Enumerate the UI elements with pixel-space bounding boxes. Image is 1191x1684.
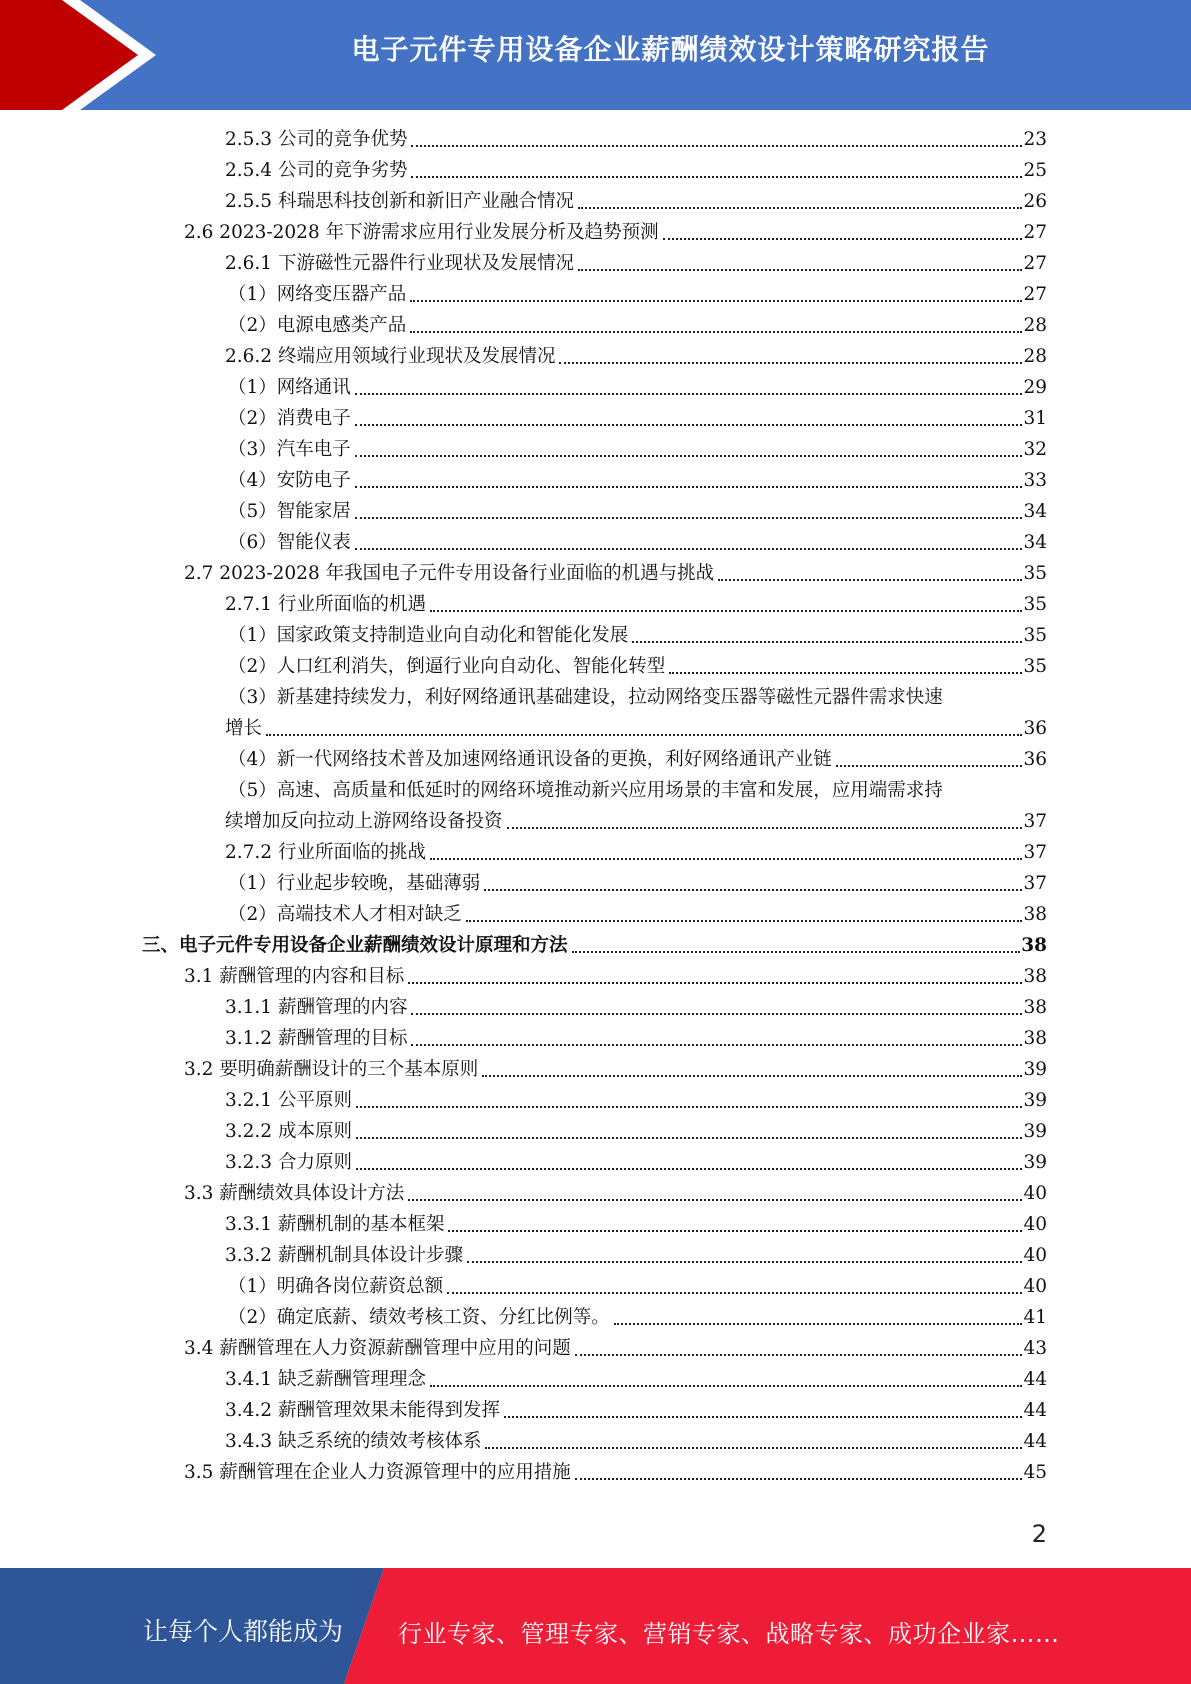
toc-entry-label: 增长 bbox=[225, 718, 263, 739]
toc-entry[interactable] bbox=[225, 1429, 1047, 1455]
toc-entry-label: 3.2.1 公平原则 bbox=[225, 1090, 352, 1111]
toc-entry[interactable] bbox=[225, 809, 1047, 835]
toc-entry-page: 35 bbox=[1023, 594, 1047, 615]
toc-entry[interactable] bbox=[228, 406, 1047, 432]
toc-entry-label: 3.4.2 薪酬管理效果未能得到发挥 bbox=[225, 1400, 500, 1421]
toc-leader bbox=[507, 827, 1023, 829]
toc-entry-label: （4）新一代网络技术普及加速网络通讯设备的更换，利好网络通讯产业链 bbox=[228, 749, 832, 770]
toc-leader bbox=[447, 1292, 1022, 1294]
toc-entry-line1[interactable] bbox=[228, 685, 1047, 711]
toc-entry-label: 2.7 2023-2028 年我国电子元件专用设备行业面临的机遇与挑战 bbox=[184, 563, 715, 584]
toc-entry-page: 44 bbox=[1023, 1400, 1047, 1421]
toc-entry[interactable] bbox=[225, 840, 1047, 866]
toc-entry-label: （6）智能仪表 bbox=[228, 532, 351, 553]
toc-leader bbox=[430, 1385, 1022, 1387]
toc-leader bbox=[356, 1106, 1023, 1108]
toc-entry[interactable] bbox=[184, 964, 1047, 990]
toc-entry-label: 2.5.5 科瑞思科技创新和新旧产业融合情况 bbox=[225, 191, 574, 212]
toc-entry-label: 3.1.1 薪酬管理的内容 bbox=[225, 997, 408, 1018]
toc-entry[interactable] bbox=[225, 1212, 1047, 1238]
toc-leader bbox=[485, 1447, 1022, 1449]
toc-entry-page: 44 bbox=[1023, 1431, 1047, 1452]
toc-entry[interactable] bbox=[184, 561, 1047, 587]
toc-leader bbox=[411, 1044, 1022, 1046]
toc-entry-page: 29 bbox=[1023, 377, 1047, 398]
toc-leader bbox=[411, 145, 1022, 147]
toc-leader bbox=[632, 641, 1022, 643]
toc-entry[interactable] bbox=[225, 1026, 1047, 1052]
toc-leader bbox=[575, 1354, 1023, 1356]
toc-leader bbox=[614, 1323, 1023, 1325]
toc-entry-label: 2.7.1 行业所面临的机遇 bbox=[225, 594, 426, 615]
toc-entry-label: 2.5.4 公司的竞争劣势 bbox=[225, 160, 408, 181]
toc-entry-label: （1）网络变压器产品 bbox=[228, 284, 407, 305]
toc-entry-page: 27 bbox=[1023, 222, 1047, 243]
toc-entry-page: 26 bbox=[1023, 191, 1047, 212]
toc-leader bbox=[355, 486, 1023, 488]
toc-entry-page: 36 bbox=[1023, 718, 1047, 739]
toc-leader bbox=[266, 734, 1022, 736]
toc-entry[interactable] bbox=[228, 747, 1047, 773]
toc-leader bbox=[718, 579, 1022, 581]
toc-leader bbox=[572, 951, 1021, 953]
toc-entry-page: 25 bbox=[1023, 160, 1047, 181]
toc-leader bbox=[355, 517, 1023, 519]
toc-entry-label: （3）汽车电子 bbox=[228, 439, 351, 460]
toc-leader bbox=[484, 889, 1022, 891]
toc-entry[interactable] bbox=[225, 127, 1047, 153]
toc-leader bbox=[467, 1261, 1022, 1263]
toc-entry-page: 39 bbox=[1023, 1152, 1047, 1173]
toc-entry-page: 35 bbox=[1023, 656, 1047, 677]
toc-entry[interactable] bbox=[228, 499, 1047, 525]
toc-entry[interactable] bbox=[225, 995, 1047, 1021]
toc-entry-label: （2）消费电子 bbox=[228, 408, 351, 429]
toc-leader bbox=[408, 982, 1022, 984]
toc-leader bbox=[355, 393, 1023, 395]
toc-leader bbox=[663, 238, 1023, 240]
toc-entry[interactable] bbox=[225, 1367, 1047, 1393]
toc-entry[interactable] bbox=[228, 1274, 1047, 1300]
toc-entry[interactable] bbox=[225, 592, 1047, 618]
toc-entry[interactable] bbox=[225, 158, 1047, 184]
toc-entry[interactable] bbox=[228, 1305, 1047, 1331]
toc-entry-page: 40 bbox=[1023, 1245, 1047, 1266]
toc-entry-page: 27 bbox=[1023, 284, 1047, 305]
toc-entry-label: （2）电源电感类产品 bbox=[228, 315, 407, 336]
toc-entry-label: 2.5.3 公司的竞争优势 bbox=[225, 129, 408, 150]
toc-entry-page: 39 bbox=[1023, 1090, 1047, 1111]
toc-entry-label: 续增加反向拉动上游网络设备投资 bbox=[225, 811, 503, 832]
toc-entry[interactable] bbox=[228, 654, 1047, 680]
toc-entry-label: （2）高端技术人才相对缺乏 bbox=[228, 904, 462, 925]
toc-entry-page: 33 bbox=[1023, 470, 1047, 491]
toc-leader bbox=[578, 207, 1022, 209]
toc-entry-label: 3.2.2 成本原则 bbox=[225, 1121, 352, 1142]
header-band bbox=[0, 0, 1191, 110]
toc-entry-label: （5）智能家居 bbox=[228, 501, 351, 522]
toc-entry[interactable] bbox=[184, 220, 1047, 246]
toc-leader bbox=[430, 610, 1022, 612]
toc-entry[interactable] bbox=[225, 251, 1047, 277]
toc-entry[interactable] bbox=[228, 282, 1047, 308]
toc-leader bbox=[411, 176, 1022, 178]
toc-entry-label: 3.1 薪酬管理的内容和目标 bbox=[184, 966, 405, 987]
toc-entry-label: 2.6.1 下游磁性元器件行业现状及发展情况 bbox=[225, 253, 574, 274]
toc-entry[interactable] bbox=[225, 1119, 1047, 1145]
toc-entry-line1[interactable] bbox=[228, 778, 1047, 804]
toc-entry-label: 2.6 2023-2028 年下游需求应用行业发展分析及趋势预测 bbox=[184, 222, 659, 243]
toc-entry[interactable] bbox=[228, 902, 1047, 928]
toc-entry[interactable] bbox=[184, 1057, 1047, 1083]
toc-entry-label: 3.2.3 合力原则 bbox=[225, 1152, 352, 1173]
toc-entry-label: 3.4.3 缺乏系统的绩效考核体系 bbox=[225, 1431, 482, 1452]
toc-entry-page: 45 bbox=[1023, 1462, 1047, 1483]
toc-entry-label: 2.7.2 行业所面临的挑战 bbox=[225, 842, 426, 863]
toc-leader bbox=[356, 1137, 1023, 1139]
toc-entry-label: （2）确定底薪、绩效考核工资、分红比例等。 bbox=[228, 1307, 610, 1328]
toc-entry-label: （1）明确各岗位薪资总额 bbox=[228, 1276, 444, 1297]
toc-leader bbox=[408, 1199, 1022, 1201]
toc-entry-page: 39 bbox=[1023, 1121, 1047, 1142]
toc-entry-page: 40 bbox=[1023, 1214, 1047, 1235]
toc-entry-page: 36 bbox=[1023, 749, 1047, 770]
toc-entry-label: （1）行业起步较晚，基础薄弱 bbox=[228, 873, 481, 894]
toc-leader bbox=[559, 362, 1022, 364]
toc-entry-label: （3）新基建持续发力，利好网络通讯基础建设，拉动网络变压器等磁性元器件需求快速 bbox=[228, 687, 943, 708]
toc-entry[interactable] bbox=[225, 1088, 1047, 1114]
page-title: 电子元件专用设备企业薪酬绩效设计策略研究报告 bbox=[351, 33, 990, 66]
toc-entry-page: 28 bbox=[1023, 315, 1047, 336]
toc-entry-label: 2.6.2 终端应用领域行业现状及发展情况 bbox=[225, 346, 556, 367]
footer-slogan-left: 让每个人都能成为 bbox=[143, 1617, 344, 1646]
toc-entry-page: 44 bbox=[1023, 1369, 1047, 1390]
toc-entry[interactable] bbox=[228, 468, 1047, 494]
toc-entry-label: （2）人口红利消失，倒逼行业向自动化、智能化转型 bbox=[228, 656, 666, 677]
toc-leader bbox=[410, 331, 1022, 333]
toc-entry-page: 34 bbox=[1023, 501, 1047, 522]
toc-leader bbox=[504, 1416, 1022, 1418]
toc-entry-page: 38 bbox=[1023, 966, 1047, 987]
toc-entry-page: 23 bbox=[1023, 129, 1047, 150]
toc-entry-page: 39 bbox=[1023, 1059, 1047, 1080]
toc-leader bbox=[575, 1478, 1023, 1480]
toc-leader bbox=[355, 424, 1023, 426]
toc-entry-label: 3.3.1 薪酬机制的基本框架 bbox=[225, 1214, 445, 1235]
toc-leader bbox=[356, 1168, 1023, 1170]
page-number: 2 bbox=[1031, 1520, 1047, 1548]
toc-entry[interactable] bbox=[225, 716, 1047, 742]
toc-entry-page: 34 bbox=[1023, 532, 1047, 553]
toc-entry-label: 3.4.1 缺乏薪酬管理理念 bbox=[225, 1369, 426, 1390]
toc-leader bbox=[578, 269, 1022, 271]
toc-entry[interactable] bbox=[228, 375, 1047, 401]
toc-leader bbox=[430, 858, 1022, 860]
toc-entry[interactable] bbox=[225, 1398, 1047, 1424]
toc-entry-label: 3.3 薪酬绩效具体设计方法 bbox=[184, 1183, 405, 1204]
toc-entry-page: 37 bbox=[1023, 811, 1047, 832]
toc-leader bbox=[410, 300, 1022, 302]
toc-leader bbox=[355, 548, 1023, 550]
toc-entry-label: 3.1.2 薪酬管理的目标 bbox=[225, 1028, 408, 1049]
toc-entry[interactable] bbox=[184, 1336, 1047, 1362]
toc-entry-label: （1）国家政策支持制造业向自动化和智能化发展 bbox=[228, 625, 629, 646]
toc-entry-page: 40 bbox=[1023, 1276, 1047, 1297]
toc-entry[interactable] bbox=[184, 1181, 1047, 1207]
toc-chapter-entry[interactable] bbox=[142, 933, 1047, 959]
toc-entry[interactable] bbox=[225, 189, 1047, 215]
footer-slogan-right: 行业专家、管理专家、营销专家、战略专家、成功企业家…… bbox=[398, 1620, 1060, 1648]
toc-entry-page: 43 bbox=[1023, 1338, 1047, 1359]
toc-leader bbox=[482, 1075, 1022, 1077]
toc-leader bbox=[411, 1013, 1022, 1015]
toc-entry-label: （4）安防电子 bbox=[228, 470, 351, 491]
toc-entry-page: 38 bbox=[1021, 935, 1047, 956]
toc-entry[interactable] bbox=[228, 871, 1047, 897]
toc-entry[interactable] bbox=[228, 313, 1047, 339]
toc-entry-page: 37 bbox=[1023, 873, 1047, 894]
toc-entry-label: （1）网络通讯 bbox=[228, 377, 351, 398]
toc-entry[interactable] bbox=[225, 1150, 1047, 1176]
toc-leader bbox=[355, 455, 1023, 457]
toc-entry-page: 41 bbox=[1023, 1307, 1047, 1328]
toc-entry-page: 32 bbox=[1023, 439, 1047, 460]
toc-entry-page: 27 bbox=[1023, 253, 1047, 274]
toc-entry-label: 三、电子元件专用设备企业薪酬绩效设计原理和方法 bbox=[142, 935, 568, 956]
toc-leader bbox=[669, 672, 1022, 674]
toc-entry-label: 3.5 薪酬管理在企业人力资源管理中的应用措施 bbox=[184, 1462, 571, 1483]
toc-leader bbox=[466, 920, 1023, 922]
toc-entry-label: 3.3.2 薪酬机制具体设计步骤 bbox=[225, 1245, 463, 1266]
toc-entry-page: 28 bbox=[1023, 346, 1047, 367]
toc-entry-page: 31 bbox=[1023, 408, 1047, 429]
toc-entry-label: 3.4 薪酬管理在人力资源薪酬管理中应用的问题 bbox=[184, 1338, 571, 1359]
toc-entry[interactable] bbox=[225, 1243, 1047, 1269]
toc-entry[interactable] bbox=[184, 1460, 1047, 1486]
toc-leader bbox=[836, 765, 1023, 767]
toc-entry-page: 38 bbox=[1023, 997, 1047, 1018]
toc-entry-label: 3.2 要明确薪酬设计的三个基本原则 bbox=[184, 1059, 479, 1080]
toc-entry-page: 38 bbox=[1023, 904, 1047, 925]
toc-entry-page: 40 bbox=[1023, 1183, 1047, 1204]
toc-entry-page: 37 bbox=[1023, 842, 1047, 863]
footer-band bbox=[0, 1568, 1191, 1684]
toc-entry-label: （5）高速、高质量和低延时的网络环境推动新兴应用场景的丰富和发展，应用端需求持 bbox=[228, 780, 943, 801]
toc-entry[interactable] bbox=[228, 530, 1047, 556]
toc-entry-page: 35 bbox=[1023, 563, 1047, 584]
toc-entry[interactable] bbox=[228, 437, 1047, 463]
toc-leader bbox=[448, 1230, 1022, 1232]
toc-entry[interactable] bbox=[225, 344, 1047, 370]
toc-entry-page: 38 bbox=[1023, 1028, 1047, 1049]
toc-entry-page: 35 bbox=[1023, 625, 1047, 646]
toc-entry[interactable] bbox=[228, 623, 1047, 649]
